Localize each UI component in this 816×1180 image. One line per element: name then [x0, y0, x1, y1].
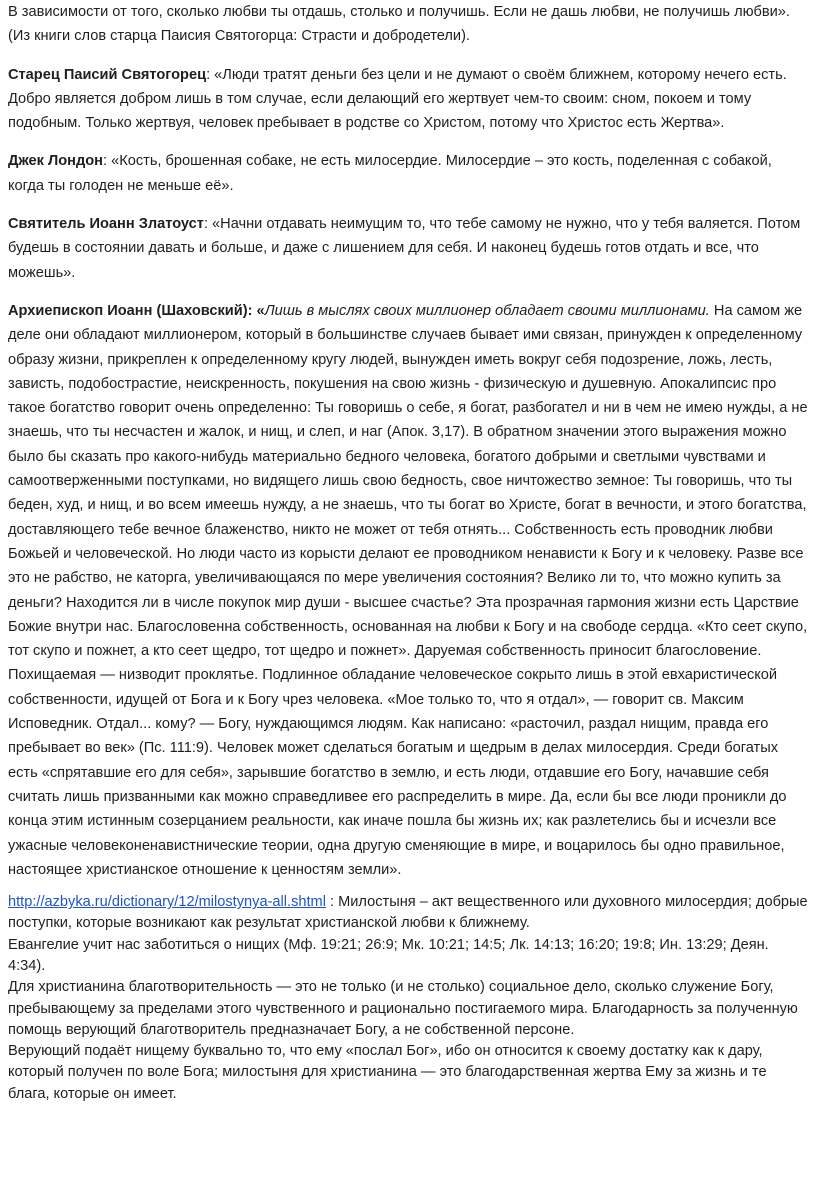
quote-italic-text: Лишь в мыслях своих миллионер обладает своими миллионами.: [264, 302, 710, 319]
quote-colon: : «: [247, 302, 265, 319]
quote-text: : «Начни отдавать неимущим то, что тебе самому не нужно, что у тебя валяется. Потом будешь в состоянии давать и больше, и даже с лишением для себя. И наконец будешь готов отдать и все, что можешь».: [8, 216, 801, 281]
reference-section: [8, 892, 808, 1105]
quote-author: Старец Паисий Святогорец: [8, 66, 207, 83]
reference-paragraph-3: Для христианина благотворительность — это не только (и не столько) социальное дело, сколько служение Богу, пребывающему за пределами этого чувственного и рационально постигаемого мира. Благодарность за полученную помощь верующий благотворитель предназначает Богу, а не собственной персоне.: [8, 979, 798, 1038]
quote-paragraph-1: [8, 0, 808, 49]
reference-paragraph-2: Евангелие учит нас заботиться о нищих (Мф. 19:21; 26:9; Мк. 10:21; 14:5; Лк. 14:13; 16:20; 19:8; Ин. 13:29; Деян. 4:34).: [8, 936, 769, 974]
quote-paragraph-5: [8, 299, 808, 882]
quote-source: (Из книги слов старца Паисия Святогорца: Страсти и добродетели).: [8, 28, 470, 45]
quote-text: В зависимости от того, сколько любви ты отдашь, столько и получишь. Если не дашь любви, не получишь любви».: [8, 4, 790, 20]
quote-paragraph-3: [8, 149, 808, 198]
quote-author: Святитель Иоанн Златоуст: [8, 216, 204, 233]
reference-paragraph-4: Верующий подаёт нищему буквально то, что ему «послал Бог», ибо он относится к своему достатку как к дару, который получен по воле Бога; милостыня для христианина — это благодарственная жертва Ему за жизнь и те блага, которые он имеет.: [8, 1043, 767, 1102]
reference-text: : Милостыня – акт вещественного или духовного милосердия; добрые поступки, которые возникают как результат христианской любви к ближнему.: [8, 894, 808, 932]
quote-paragraph-4: [8, 212, 808, 285]
quote-author: Архиепископ Иоанн (Шаховский): [8, 302, 248, 319]
reference-paragraph-1: [8, 892, 808, 935]
quote-text: : «Люди тратят деньги без цели и не думают о своём ближнем, которому нечего есть. Добро является добром лишь в том случае, если делающий его жертвует чем-то своим: сном, покоем и тому подобным. Только жертвуя, человек пребывает в родстве со Христом, потому что Христос есть Жертва».: [8, 66, 787, 132]
quote-author: Джек Лондон: [8, 153, 103, 170]
quote-paragraph-2: [8, 63, 808, 136]
quote-text: На самом же деле они обладают миллионером, который в большинстве случаев бывает ими связан, принужден к определенному образу жизни, прикреплен к определенному кругу людей, вынужден иметь вокруг себя подозрение, ложь, лесть, зависть, подобострастие, неискренность, покушения на свою жизнь - физическую и душевную. Апокалипсис про такое богатство говорит очень определенно: Ты говоришь о себе, я богат, разбогател и ни в чем не имею нужды, а не знаешь, что ты несчастен и жалок, и нищ, и слеп, и наг (Апок. 3,17). В обратном значении этого выражения можно было бы сказать про какого-нибудь материально бедного человека, богатого добрыми и светлыми чувствами и самоотверженными поступками, но видящего лишь свою бедность, свое ничтожество земное: Ты говоришь, что ты беден, худ, и нищ, и во всем имеешь нужду, а не знаешь, что ты богат во Христе, богат в вечности, и этого богатства, доставляющего тебе вечное блаженство, никто не может от тебя отнять... Собственность есть проводник любви Божьей и человеческой. Но люди часто из корысти делают ее проводником ненависти к Богу и к человеку. Разве все это не рабство, не каторга, увеличивающаяся по мере увеличения состояния? Велико ли то, что можно купить за деньги? Находится ли в числе покупок мир души - высшее счастье? Эта прозрачная гармония жизни есть Царствие Божие внутри нас. Благословенна собственность, основанная на любви к Богу и на свободе сердца. «Кто сеет скупо, тот скупо и пожнет, а кто сеет щедро, тот щедро и пожнет». Даруемая собственность приносит благословение. Похищаемая — низводит проклятье. Подлинное обладание человеческое сокрыто лишь в этой евхаристической собственности, идущей от Бога и к Богу чрез человека. «Мое только то, что я отдал», — говорит св. Максим Исповедник. Отдал... кому? — Богу, нуждающимся людям. Как написано: «расточил, раздал нищим, правда его пребывает во век» (Пс. 111:9). Человек может сделаться богатым и щедрым в делах милосердия. Среди богатых есть «спрятавшие его для себя», зарывшие богатство в землю, и есть люди, отдавшие его Богу, начавшие себя считать лишь призванными как можно справедливее его распределить в мире. Да, если бы все люди проникли до конца этим истинным созерцанием реальности, как иначе пошла бы жизнь их; как разлетелись бы и исчезли все ужасные человеконенавистнические теории, одна другую сменяющие в мире, и воцарилось бы одно правильное, настоящее христианское отношение к ценностям земли».: [8, 302, 808, 878]
azbyka-link[interactable]: http://azbyka.ru/dictionary/12/milostynya-all.shtml: [8, 894, 326, 911]
quote-text: : «Кость, брошенная собаке, не есть милосердие. Милосердие – это кость, поделенная с собакой, когда ты голоден не меньше её».: [8, 153, 772, 194]
